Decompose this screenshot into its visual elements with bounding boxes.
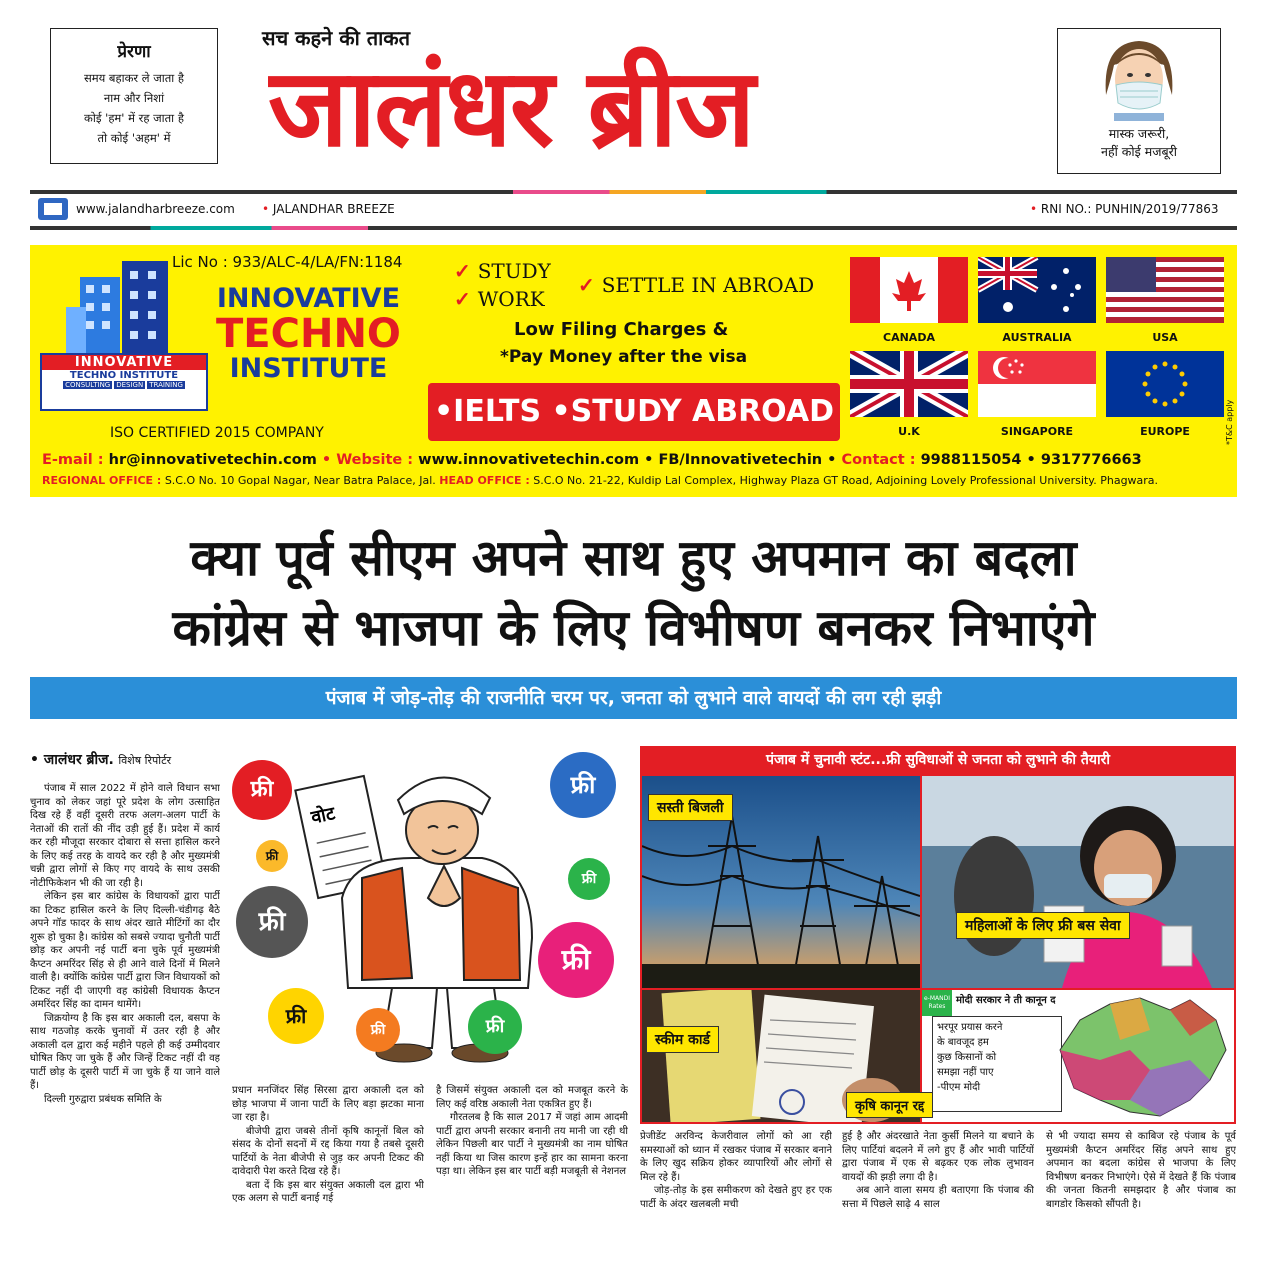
free-badge: फ्री: [568, 858, 610, 900]
article-paragraph: बता दें कि इस बार संयुक्त अकाली दल द्वारा भी एक अलग से पार्टी बनाई गई: [232, 1179, 424, 1204]
eu-flag-icon: [1106, 351, 1224, 417]
quote-line: भरपूर प्रयास करने: [937, 1022, 1003, 1033]
bus-photo: [922, 776, 1234, 988]
article-paragraph: है जिसमें संयुक्त अकाली दल को मजबूत करने के लिए कई वरिष्ठ अकाली नेता एकत्रित हुए हैं।: [436, 1085, 628, 1110]
flag-caption: AUSTRALIA: [1002, 331, 1072, 344]
vote-text: वोट: [309, 803, 337, 829]
quote-line: तो कोई 'अहम' में: [97, 131, 171, 145]
cartoon-illustration: [232, 748, 620, 1076]
quote-line: कुछ किसानों को: [937, 1052, 997, 1063]
free-badge: फ्री: [538, 922, 614, 998]
head-label: HEAD OFFICE :: [439, 474, 530, 487]
contact-line: [42, 452, 1142, 468]
logo-tag: CONSULTING: [65, 381, 111, 389]
canada-flag-icon: [850, 257, 968, 323]
article-paragraph: दिल्ली गुरुद्वारा प्रबंधक समिति के: [44, 1093, 162, 1105]
article-column-2: [232, 1084, 424, 1230]
uk-flag-icon: [850, 351, 968, 417]
australia-flag-icon: [978, 257, 1096, 323]
email-link[interactable]: hr@innovativetechin.com: [108, 452, 317, 468]
article-column-4: [640, 1130, 832, 1230]
article-paragraph: प्रधान मनजिंदर सिंह सिरसा द्वारा अकाली दल को छोड़ भाजपा में जाना पार्टी के लिए बड़ा झटका माना जा रहा है।: [232, 1085, 424, 1123]
article-paragraph: लेकिन इस बार कांग्रेस के विधायकों द्वारा पार्टी का टिकट हासिल करने के लिए दिल्ली-चंडीगढ़ बैठे अपने गॉड फादर के साथ अंदर खाते मीटिंगों का दौर शुरू हो चुका है। कांग्रेस को सबसे ज्यादा चुनौती पार्टी छोड़ कर अपनी नई पार्टी बना चुके पूर्व मुख्यमंत्री कैप्टन अमरिंदर सिंह से ही आने वाले दिनों में मिलने वाली है। क्योंकि कांग्रेस पार्टी द्वारा जिन विधायकों को टिकट नहीं दी जाएगी वह कांग्रेसी विधायक कैप्टन अमरिंदर सिंह का दामन थामेंगे।: [30, 891, 220, 1010]
quote-line: नाम और निशां: [103, 91, 165, 105]
tc-note: *T&C apply: [1225, 399, 1234, 445]
divider-stripe: [30, 226, 1237, 230]
service-settle: [578, 273, 814, 297]
modi-title: मोदी सरकार ने ती कानून द: [956, 995, 1056, 1006]
quote-title: प्रेरणा: [117, 42, 151, 62]
rni-label: RNI NO.: PUNHIN/2019/77863: [1040, 202, 1219, 216]
free-badge: फ्री: [268, 988, 324, 1044]
ielts-banner: •IELTS •STUDY ABROAD: [428, 383, 840, 441]
farm-label: कृषि कानून रद्द: [846, 1092, 933, 1118]
quote-line: समझा नहीं पाए: [937, 1067, 994, 1078]
name-line: INNOVATIVE: [216, 283, 401, 314]
website-link[interactable]: www.jalandharbreeze.com: [76, 202, 235, 216]
regional-address: S.C.O No. 10 Gopal Nagar, Near Batra Palace, Jal.: [164, 474, 436, 487]
advertisement: [30, 245, 1237, 497]
regional-label: REGIONAL OFFICE :: [42, 474, 162, 487]
subheadline-bar: पंजाब में जोड़-तोड़ की राजनीति चरम पर, जनता को लुभाने वाले वायदों की लग रही झड़ी: [30, 677, 1237, 719]
mandi-badge: e-MANDI Rates: [922, 990, 952, 1016]
farm-law-panel: [922, 990, 1234, 1122]
free-badge: फ्री: [356, 1008, 400, 1052]
head-address: S.C.O No. 21-22, Kuldip Lal Complex, Highway Plaza GT Road, Adjoining Lovely Professional University. Phagwara.: [533, 474, 1159, 487]
headline-line-1: क्या पूर्व सीएम अपने साथ हुए अपमान का बदला: [190, 529, 1077, 587]
iso-text: ISO CERTIFIED 2015 COMPANY: [110, 425, 324, 441]
institute-logo-box: [40, 353, 208, 411]
article-paragraph: बीजेपी द्वारा जबसे तीनों कृषि कानूनों बिल को संसद के दोनों सदनों में रद्द किया गया है तबसे दूसरी पार्टियों के नेता बीजेपी से जुड़ कर अपनी टिकट की दावेदारी पेश करते दिख रहे हैं।: [232, 1125, 424, 1177]
email-label: E-mail :: [42, 452, 104, 468]
service-study: STUDY: [477, 259, 551, 283]
quote-line: -पीएम मोदी: [937, 1082, 981, 1093]
logo-line: INNOVATIVE: [42, 355, 206, 370]
flag-caption: SINGAPORE: [1000, 425, 1074, 438]
name-line: TECHNO: [216, 311, 401, 358]
building-icon: [60, 257, 190, 367]
tagline: सच कहने की ताकत: [262, 26, 411, 50]
logo-tag: DESIGN: [116, 381, 144, 389]
usa-flag-icon: [1106, 257, 1224, 323]
flag-caption: USA: [1152, 331, 1178, 344]
card-label: स्कीम कार्ड: [646, 1026, 719, 1053]
article-paragraph: प्रेजीडेंट अरविन्द केजरीवाल लोगों को आ रही समस्याओं को ध्यान में रखकर पंजाब में सरकार बनाने के लिए खुद सक्रिय होकर व्यापारियों और लोगों से मिल रहे हैं।: [640, 1131, 832, 1183]
mask-box: [1057, 28, 1221, 174]
singapore-flag-icon: [978, 351, 1096, 417]
address-line: [42, 474, 1158, 487]
flag-caption: EUROPE: [1140, 425, 1190, 438]
panel-header: पंजाब में चुनावी स्टंट...फ्री सुविधाओं से जनता को लुभाने की तैयारी: [766, 752, 1110, 768]
phone-numbers: 9988115054 • 9317776663: [920, 452, 1142, 468]
byline-place: • जालंधर ब्रीज.: [30, 752, 114, 768]
services-list: [454, 257, 551, 313]
pay-after-text: *Pay Money after the visa: [500, 347, 748, 367]
facebook-link[interactable]: • FB/Innovativetechin •: [644, 452, 837, 468]
name-line: INSTITUTE: [229, 353, 388, 385]
photo-panel: [640, 746, 1236, 1124]
quote-line: के बावजूद हम: [937, 1037, 989, 1048]
byline-role: विशेष रिपोर्टर: [118, 754, 172, 767]
mask-line: मास्क जरूरी,: [1108, 126, 1170, 141]
quote-line: समय बहाकर ले जाता है: [83, 71, 185, 85]
logo-tags: [42, 381, 206, 389]
article-column-1: [30, 782, 220, 1244]
flag-caption: CANADA: [883, 331, 935, 344]
ad-website-link[interactable]: www.innovativetechin.com: [418, 452, 640, 468]
article-paragraph: हुई है और अंदरखाते नेता कुर्सी मिलने या बचाने के लिए पार्टियां बदलने में लगे हुए हैं और भावी पार्टियों द्वारा पंजाब में एक से बढ़कर एक लोक लुभावन वायदों की झड़ी लगा दी है।: [842, 1131, 1034, 1183]
mail-icon: [38, 198, 68, 220]
free-badge: फ्री: [468, 1000, 522, 1054]
free-badge: फ्री: [232, 760, 292, 820]
newspaper-name: जालंधर ब्रीज: [268, 46, 754, 171]
brand-text: • JALANDHAR BREEZE: [262, 202, 395, 216]
byline: [30, 750, 171, 769]
rni-text: • RNI NO.: PUNHIN/2019/77863: [1030, 202, 1219, 216]
bus-label: महिलाओं के लिए फ्री बस सेवा: [956, 912, 1130, 939]
website-label: • Website :: [321, 452, 414, 468]
check-icon: ✓: [578, 273, 602, 297]
article-column-5: [842, 1130, 1034, 1230]
punjab-map: [1040, 990, 1234, 1122]
article-paragraph: अब आने वाला समय ही बताएगा कि पंजाब की सत्ता में पिछले साढ़े 4 साल: [842, 1185, 1034, 1210]
quote-box: [50, 28, 218, 164]
logo-line: TECHNO INSTITUTE: [69, 370, 179, 381]
article-column-3: [436, 1084, 628, 1230]
mask-line: नहीं कोई मजबूरी: [1101, 144, 1177, 159]
free-badge: फ्री: [256, 840, 288, 872]
article-paragraph: जिक्रयोग्य है कि इस बार अकाली दल, बसपा के साथ गठजोड़ करके चुनावों में उतर रही है और अकाली दल द्वारा कई महीने पहले ही कई उम्मीदवार घोषित किए जा चुके हैं और जिन्हें टिकट नहीं दी वह पार्टी छोड़ के दूसरी पार्टी में जा चुके हैं या जाने वाले हैं।: [30, 1012, 220, 1091]
electricity-label: सस्ती बिजली: [648, 794, 733, 821]
article-paragraph: से भी ज्यादा समय से काबिज रहे पंजाब के पूर्व मुख्यमंत्री कैप्टन अमरिंदर सिंह अपने साथ हुए अपमान का बदला कांग्रेस से भाजपा के लिए विभीषण बनकर निभाएंगे। ऐसे में देखते हैं कि पंजाब की जनता कितनी समझदार है और पंजाब का बागडोर किसको सौंपती है।: [1046, 1131, 1236, 1210]
contact-label: Contact :: [841, 452, 916, 468]
quote-line: कोई 'हम' में रह जाता है: [84, 111, 184, 125]
article-column-6: [1046, 1130, 1236, 1230]
low-fee-text: Low Filing Charges &: [514, 319, 729, 340]
divider-stripe: [30, 190, 1237, 194]
masked-face-icon: [1094, 35, 1184, 121]
flag-caption: U.K: [898, 425, 920, 438]
article-paragraph: पंजाब में साल 2022 में होने वाले विधान सभा चुनाव को लेकर जहां पूरे प्रदेश के लोग उत्साहित दिख रहे हैं वहीं दूसरी तरफ अलग-अलग पार्टी के नेताओं की रातों की नींद उड़ी हुई हैं। प्रदेश में कार्य कर रही मौजूदा सरकार दोबारा से सत्ता हासिल करने के लिए कई तरह के वायदे कर रही है और मुख्यमंत्री चन्नी द्वारा लोगों से किए गए वायदे के साथ उसकी नोटीफिकेशन भी की जा रही है।: [30, 783, 220, 889]
license-number: Lic No : 933/ALC-4/LA/FN:1184: [172, 253, 403, 271]
logo-tag: TRAINING: [149, 381, 183, 389]
check-icon: ✓: [454, 287, 478, 311]
brand-label: JALANDHAR BREEZE: [272, 202, 395, 216]
headline-line-2: कांग्रेस से भाजपा के लिए विभीषण बनकर निभाएंगे: [172, 599, 1095, 657]
free-badge: फ्री: [550, 752, 616, 818]
article-paragraph: गौरतलब है कि साल 2017 में जहां आम आदमी पार्टी द्वारा अपनी सरकार बनानी तय मानी जा रही थी लेकिन पिछली बार पार्टी ने मुख्यमंत्री का नाम घोषित नहीं किया था जिस कारण इन्हें हार का सामना करना पड़ा था। लेकिन इस बार पार्टी बड़ी मजबूती से नेशनल: [436, 1112, 628, 1177]
service-work: WORK: [477, 287, 545, 311]
article-paragraph: जोड़-तोड़ के इस समीकरण को देखते हुए हर एक पार्टी के अंदर खलबली मची: [640, 1185, 832, 1210]
check-icon: ✓: [454, 259, 478, 283]
free-badge: फ्री: [236, 886, 308, 958]
institute-name: [216, 285, 401, 384]
settle-label: SETTLE IN ABROAD: [601, 273, 815, 297]
